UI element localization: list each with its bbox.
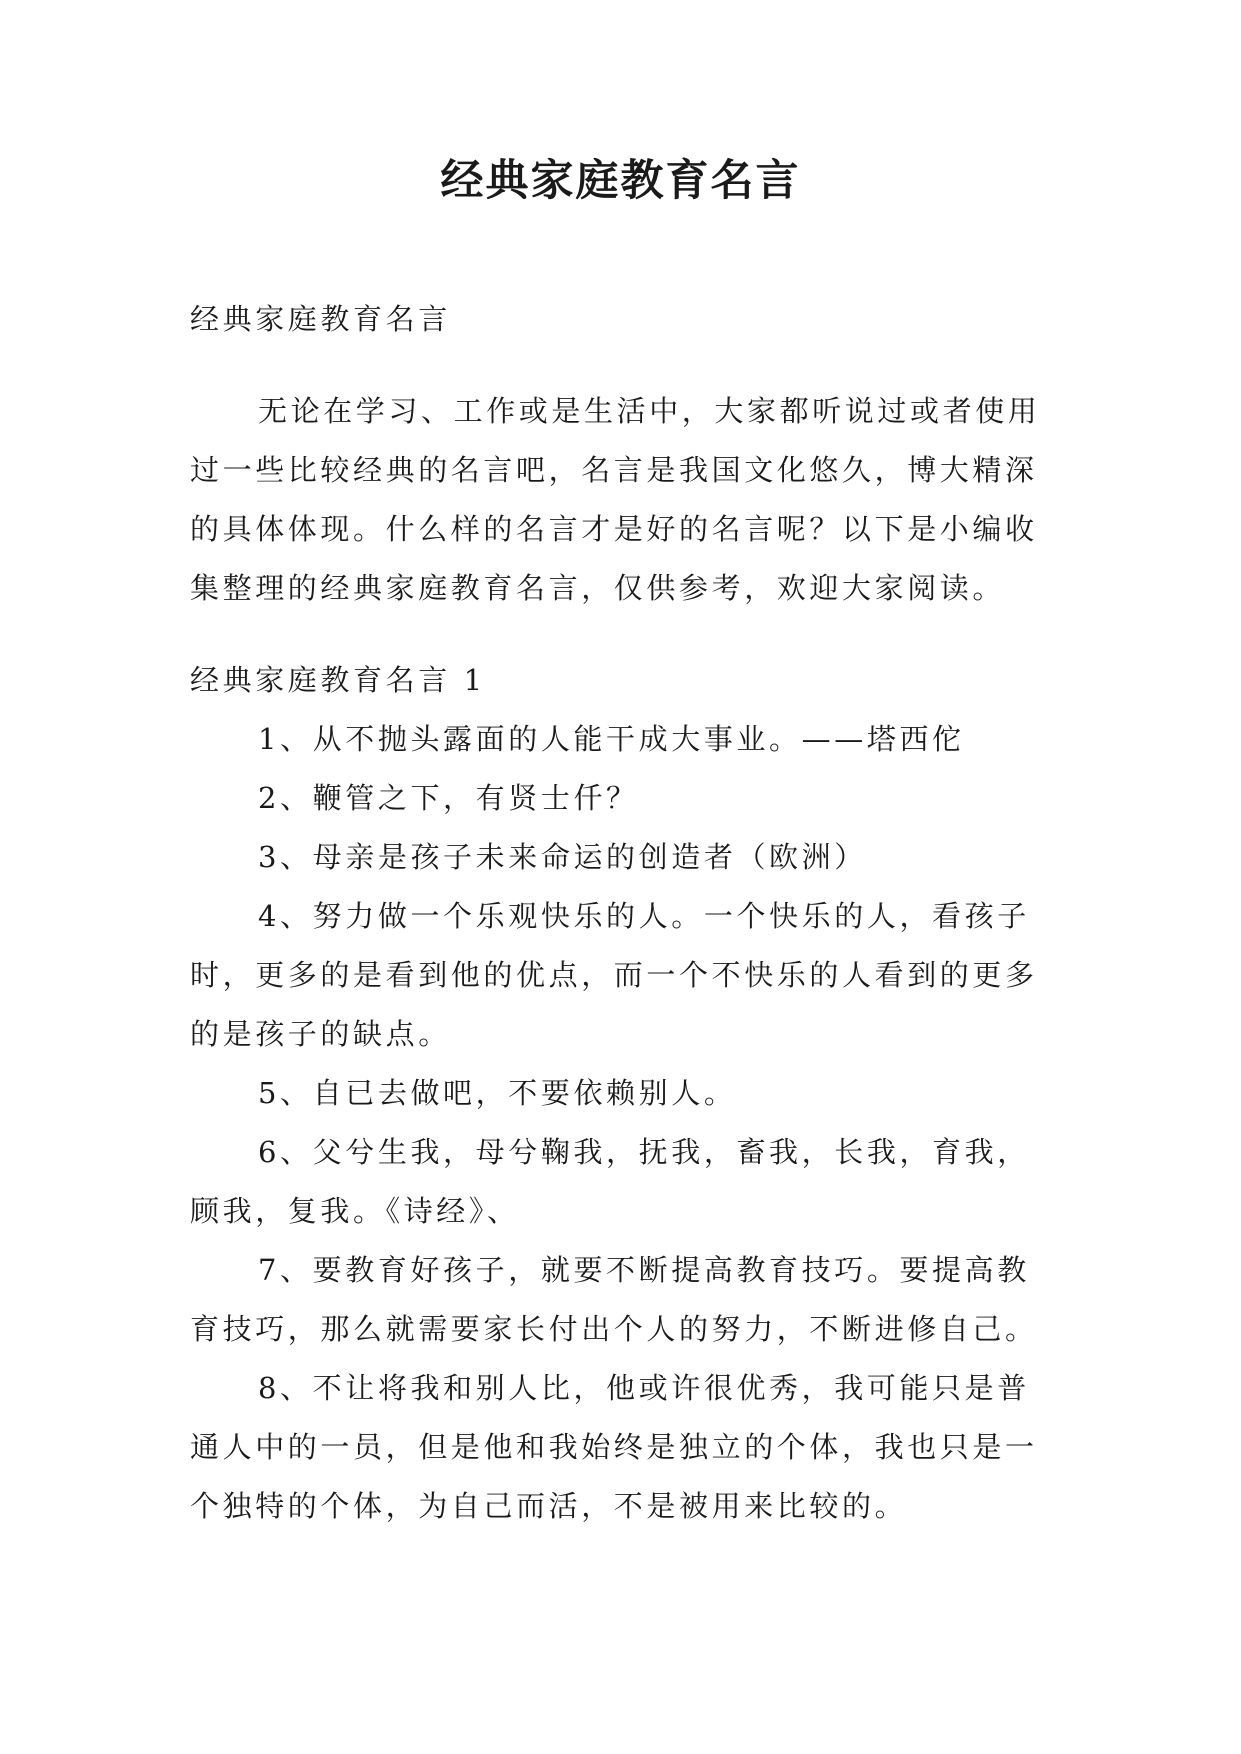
subtitle: 经典家庭教育名言 xyxy=(190,302,451,336)
quote-line: 8、不让将我和别人比，他或许很优秀，我可能只是普 xyxy=(258,1371,1030,1405)
document-body xyxy=(190,290,1060,1536)
quote-line: 顾我，复我。《诗经》、 xyxy=(190,1194,520,1228)
quote-line: 的是孩子的缺点。 xyxy=(190,1017,451,1051)
quote-line: 3、母亲是孩子未来命运的创造者（欧洲） xyxy=(258,840,867,874)
quote-line: 1、从不抛头露面的人能干成大事业。——塔西佗 xyxy=(258,722,965,756)
document-title: 经典家庭教育名言 xyxy=(440,156,801,206)
quote-line: 通人中的一员，但是他和我始终是独立的个体，我也只是一 xyxy=(190,1430,1038,1464)
quote-line: 育技巧，那么就需要家长付出个人的努力，不断进修自己。 xyxy=(190,1312,1038,1346)
quote-line: 2、鞭管之下，有贤士仟？ xyxy=(258,781,639,815)
intro-line: 过一些比较经典的名言吧，名言是我国文化悠久，博大精深 xyxy=(190,453,1038,487)
spacer xyxy=(190,349,1060,382)
quote-line: 7、要教育好孩子，就要不断提高教育技巧。要提高教 xyxy=(258,1253,1030,1287)
quote-line: 个独特的个体，为自己而活，不是被用来比较的。 xyxy=(190,1489,908,1523)
quote-line: 5、自已去做吧，不要依赖别人。 xyxy=(258,1076,737,1110)
section-heading: 经典家庭教育名言 1 xyxy=(190,663,486,697)
quote-line: 6、父兮生我，母兮鞠我，抚我，畜我，长我，育我， xyxy=(258,1135,1030,1169)
quote-line: 4、努力做一个乐观快乐的人。一个快乐的人，看孩子 xyxy=(258,899,1030,933)
intro-line: 的具体体现。什么样的名言才是好的名言呢？以下是小编收 xyxy=(190,512,1038,546)
intro-line: 集整理的经典家庭教育名言，仅供参考，欢迎大家阅读。 xyxy=(190,571,1006,605)
spacer xyxy=(190,618,1060,651)
quote-line: 时，更多的是看到他的优点，而一个不快乐的人看到的更多 xyxy=(190,958,1038,992)
intro-line: 无论在学习、工作或是生活中，大家都听说过或者使用 xyxy=(258,394,1041,428)
